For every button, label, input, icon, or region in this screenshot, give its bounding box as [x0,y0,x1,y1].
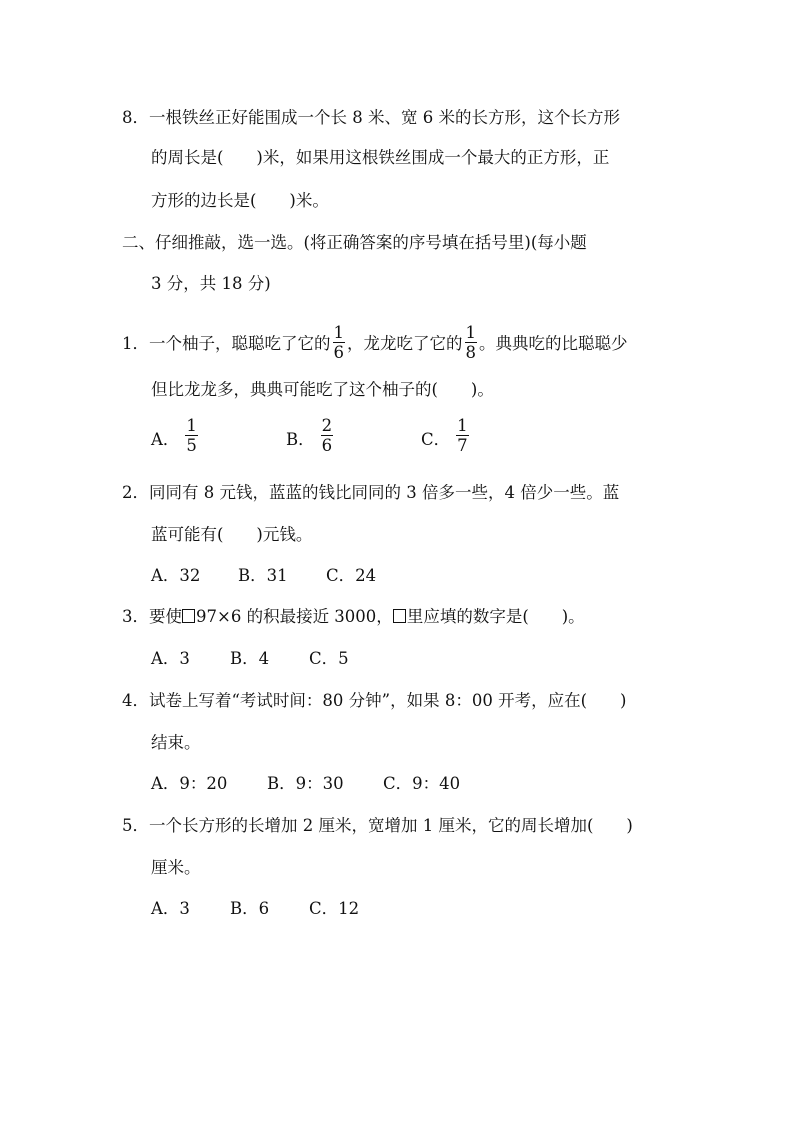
p3-text-b: 97×6 的积最接近 3000， [196,607,393,626]
p5-option-c[interactable]: C．12 [309,899,360,918]
p1-option-b-numerator: 2 [321,416,333,435]
p1-text-c: 。典典吃的比聪聪少 [479,334,628,353]
section-heading-line-2: 3 分，共 18 分) [151,274,271,293]
p4-option-c[interactable]: C．9：40 [383,774,461,793]
p1-fraction-1-numerator: 1 [333,323,344,342]
p5-option-a[interactable]: A．3 [151,899,190,918]
p1-option-a-fraction [185,416,198,455]
p4-option-b[interactable]: B．9：30 [267,774,344,793]
p1-option-c[interactable] [421,418,471,457]
p3-text-c: 里应填的数字是( )。 [406,607,585,626]
p1-option-b-denominator: 6 [321,436,333,455]
p1-fraction-1 [333,323,346,362]
q8-line-3: 方形的边长是( )米。 [151,191,329,210]
p4-line-2: 结束。 [151,733,201,752]
p5-line-1: 5．一个长方形的长增加 2 厘米，宽增加 1 厘米，它的周长增加( ) [122,816,633,835]
p1-option-a-denominator: 5 [186,436,197,455]
blank-box-icon [393,609,406,623]
q8-line-2: 的周长是( )米，如果用这根铁丝围成一个最大的正方形，正 [151,148,610,167]
section-heading-line-1: 二、仔细推敲，选一选。(将正确答案的序号填在括号里)(每小题 [122,233,587,252]
p2-option-b[interactable]: B．31 [238,566,288,585]
p3-line-1 [122,606,585,628]
p3-text-a: 3．要使 [122,607,182,626]
p3-option-c[interactable]: C．5 [309,649,349,668]
p4-option-a[interactable]: A．9：20 [151,774,228,793]
p1-line-1 [122,325,628,364]
p1-text-b: ，龙龙吃了它的 [347,334,463,353]
p5-line-2: 厘米。 [151,858,201,877]
p1-fraction-2 [465,323,478,362]
p1-option-a[interactable] [151,418,200,457]
p1-fraction-2-denominator: 8 [465,343,476,362]
blank-box-icon [182,609,195,623]
p5-option-b[interactable]: B．6 [230,899,270,918]
p2-option-c[interactable]: C．24 [326,566,377,585]
p1-option-c-fraction [456,416,469,455]
p1-fraction-2-numerator: 1 [465,323,476,342]
p1-option-c-numerator: 1 [457,416,468,435]
p1-line-2: 但比龙龙多，典典可能吃了这个柚子的( )。 [151,380,494,399]
p1-option-a-numerator: 1 [186,416,197,435]
p1-option-b[interactable] [286,418,335,457]
p1-fraction-1-denominator: 6 [333,343,344,362]
p3-option-a[interactable]: A．3 [151,649,190,668]
p2-line-1: 2．同同有 8 元钱，蓝蓝的钱比同同的 3 倍多一些，4 倍少一些。蓝 [122,483,620,502]
p1-option-c-denominator: 7 [457,436,468,455]
p2-option-a[interactable]: A．32 [151,566,201,585]
p1-option-b-fraction [321,416,334,455]
p1-option-c-label: C． [421,429,451,449]
q8-line-1: 8．一根铁丝正好能围成一个长 8 米、宽 6 米的长方形，这个长方形 [122,108,620,127]
p3-option-b[interactable]: B．4 [230,649,270,668]
p1-text-a: 1．一个柚子，聪聪吃了它的 [122,334,331,353]
p4-line-1: 4．试卷上写着“考试时间：80 分钟”，如果 8：00 开考，应在( ) [122,691,627,710]
p1-option-a-label: A． [151,429,180,449]
p2-line-2: 蓝可能有( )元钱。 [151,525,313,544]
p1-option-b-label: B． [286,429,315,449]
